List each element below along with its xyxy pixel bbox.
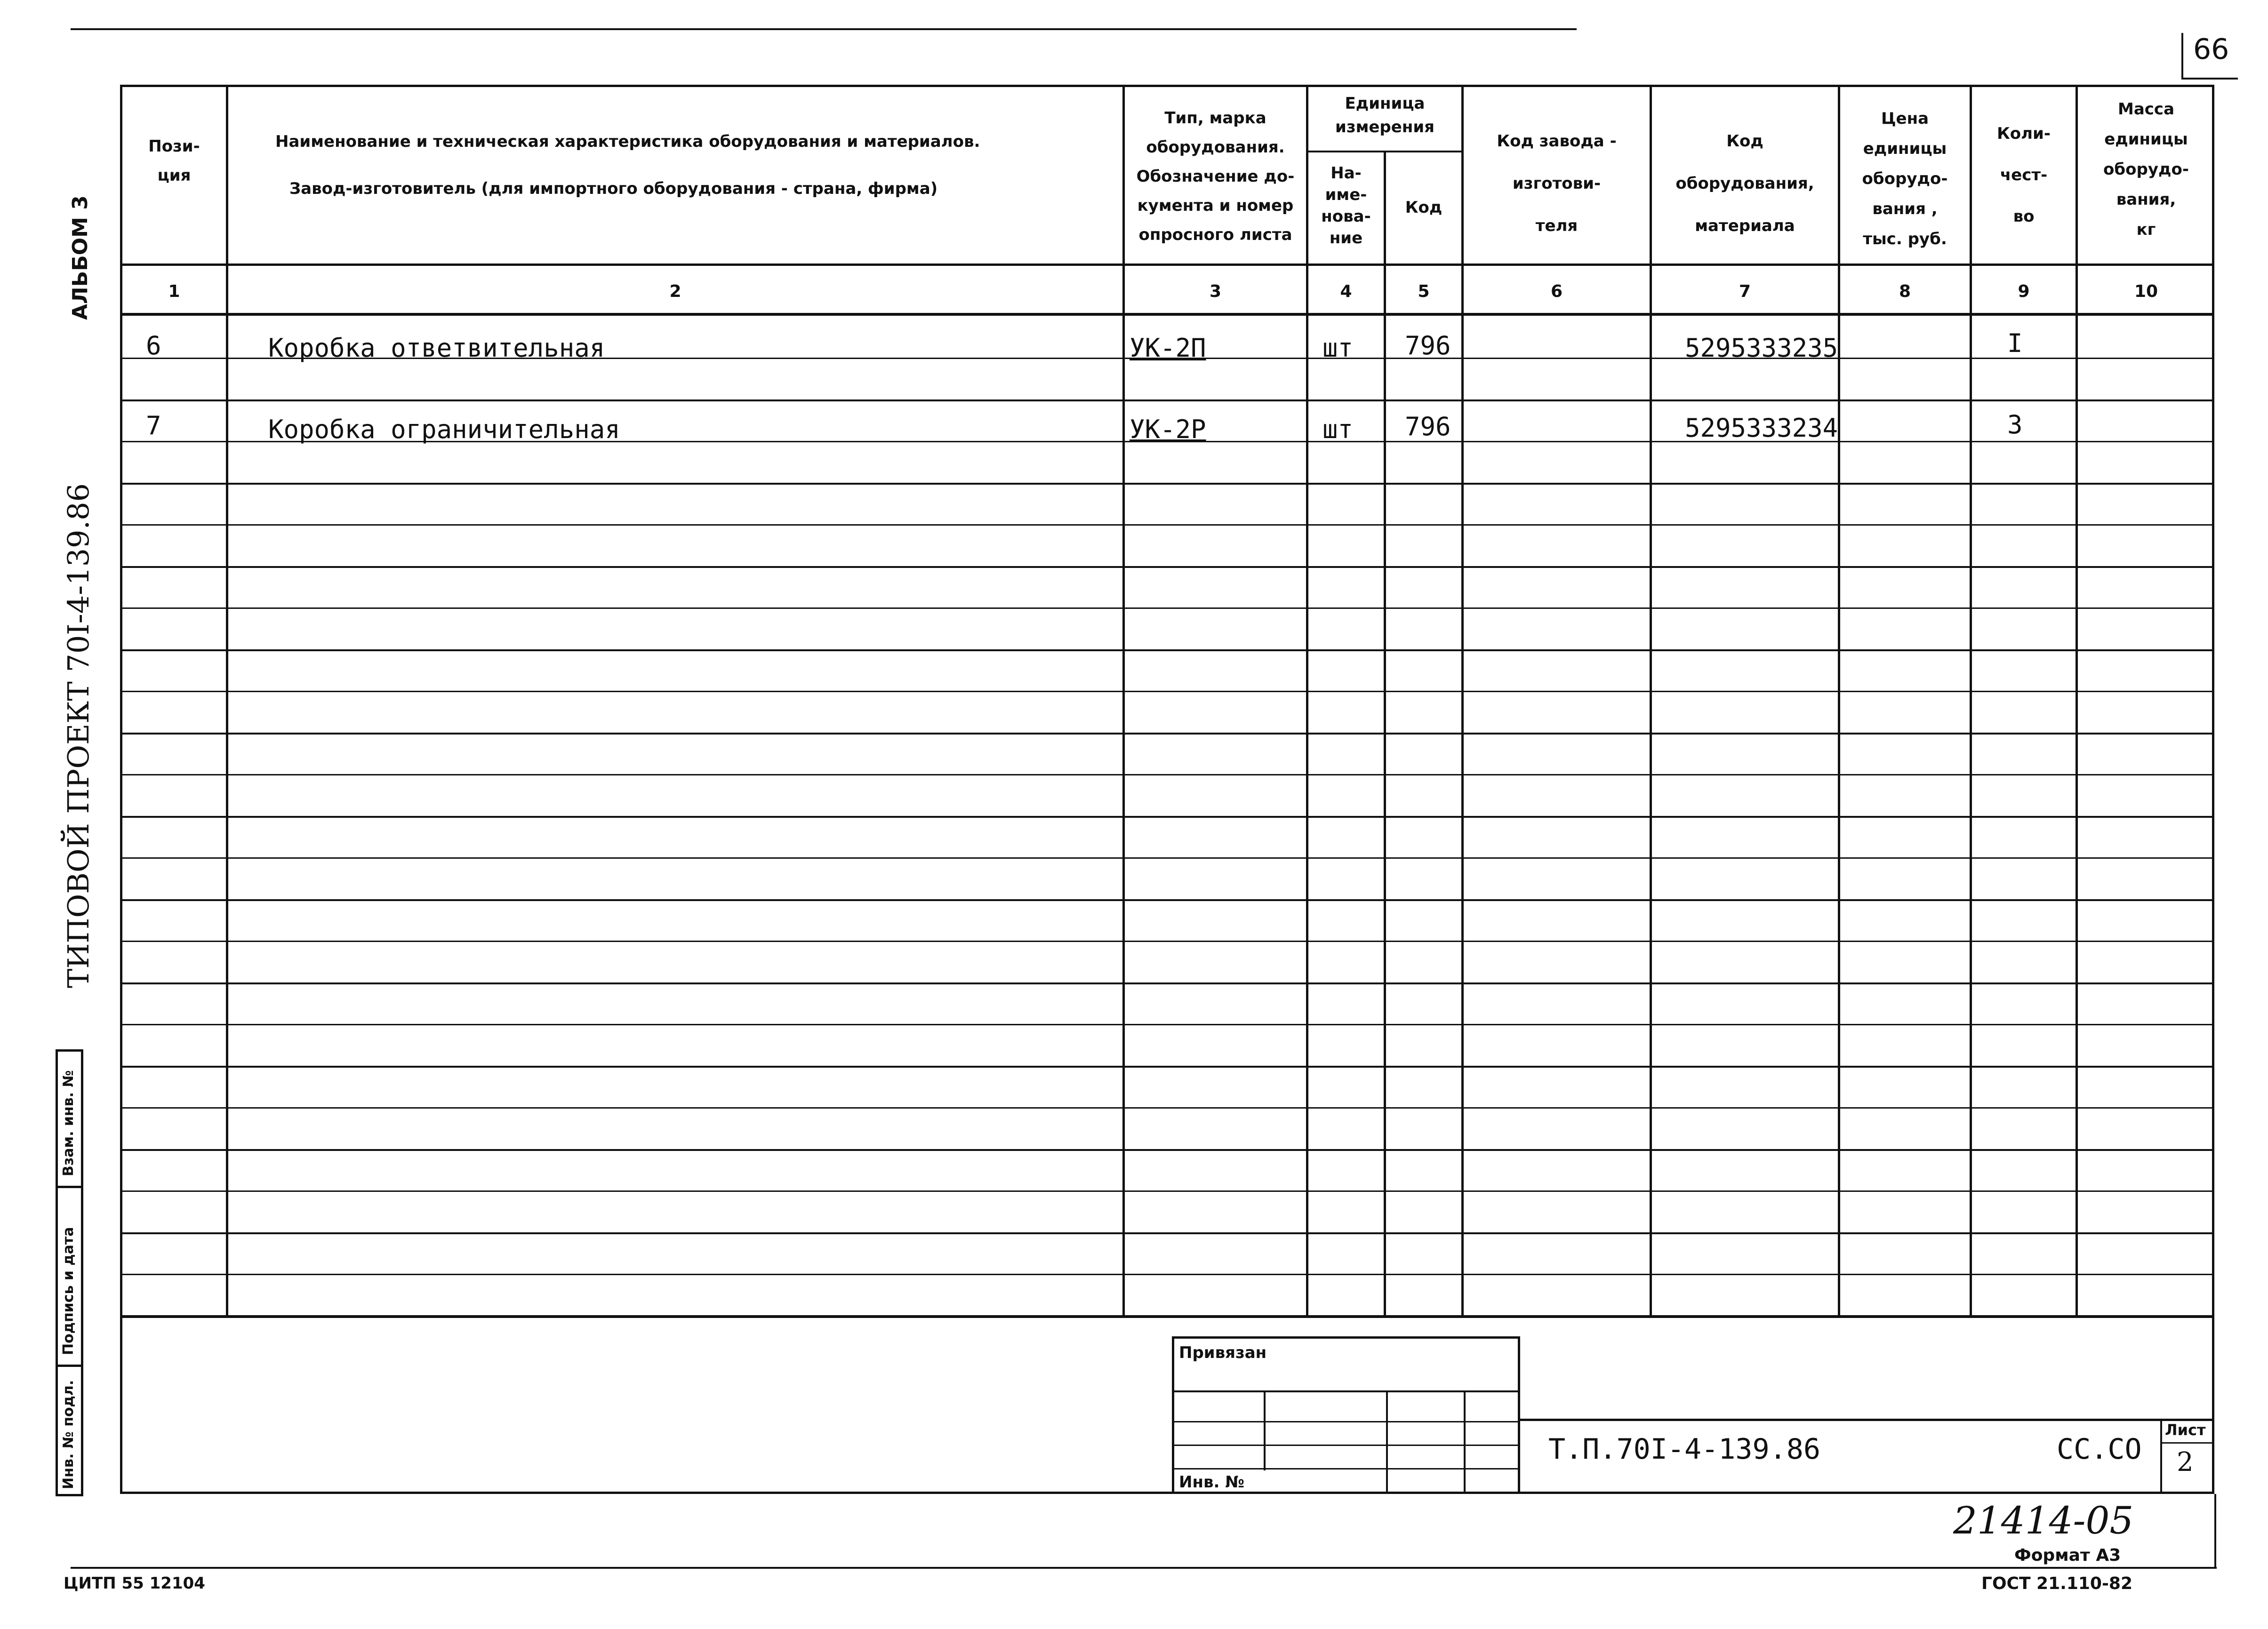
- table-row-line: [120, 774, 2214, 775]
- colnum-7: 7: [1739, 282, 1751, 301]
- stamp-sep-1: [56, 1049, 83, 1052]
- colnum-1: 1: [168, 282, 180, 301]
- colnum-8: 8: [1899, 282, 1911, 301]
- header-col8: Цена единицы оборудо- вания , тыс. руб.: [1862, 109, 1948, 248]
- stamp-sep-3: [56, 1365, 83, 1367]
- header-col6: Код завода - изготови- теля: [1497, 132, 1617, 235]
- stamp-col-right: [81, 1049, 83, 1496]
- row1-pos: 6: [146, 331, 161, 360]
- table-row-line: [120, 899, 2214, 901]
- colnum-10: 10: [2134, 282, 2158, 301]
- stamp-sep-4: [56, 1494, 83, 1496]
- top-rule: [71, 28, 1577, 30]
- vline-3: [1306, 85, 1308, 1318]
- row2-pos: 7: [146, 411, 161, 440]
- colnum-5: 5: [1418, 282, 1430, 301]
- colnum-6: 6: [1550, 282, 1563, 301]
- list-box-left: [2160, 1419, 2162, 1494]
- table-row-line: [120, 941, 2214, 942]
- vline-1: [226, 85, 228, 1318]
- tb-v1: [1264, 1390, 1266, 1470]
- header-col4: На- име- нова- ние: [1321, 164, 1371, 248]
- header-col2-line1: Наименование и техническая характеристика оборудования и материалов.: [275, 132, 980, 151]
- stamp-col-left: [56, 1049, 58, 1496]
- row2-unit: шт: [1322, 415, 1354, 444]
- table-row-line: [120, 566, 2214, 568]
- row1-unit-code: 796: [1405, 331, 1451, 360]
- tb-h4: [1172, 1468, 1520, 1469]
- bottom-right-tick: [2214, 1494, 2216, 1567]
- inv-no-label: Инв. №: [1179, 1473, 1245, 1492]
- vline-8: [1970, 85, 1972, 1318]
- vline-2: [1122, 85, 1125, 1318]
- row1-name: Коробка ответвительная: [268, 333, 605, 363]
- format-label: Формат А3: [2014, 1546, 2121, 1565]
- album-label: АЛЬБОМ 3: [68, 195, 92, 320]
- tb-h1: [1172, 1390, 1520, 1392]
- colnum-3: 3: [1209, 282, 1222, 301]
- table-row-line: [120, 1107, 2214, 1109]
- table-row-line: [120, 1232, 2214, 1234]
- row2-type: УК-2Р: [1130, 415, 1206, 444]
- project-title: ТИПОВОЙ ПРОЕКТ 70I-4-139.86: [61, 483, 96, 988]
- list-box-mid: [2160, 1442, 2214, 1444]
- table-row-line: [120, 733, 2214, 735]
- tb-main-top: [1520, 1419, 2214, 1421]
- table-row-line: [120, 857, 2214, 859]
- tb-v2: [1386, 1390, 1388, 1494]
- table-row-line: [120, 399, 2214, 401]
- table-row-line: [120, 816, 2214, 818]
- header-col1: Пози- ция: [148, 137, 200, 185]
- vline-7: [1838, 85, 1840, 1318]
- table-bottom: [120, 1315, 2214, 1318]
- bottom-rule: [71, 1567, 2217, 1569]
- sheet-code: СС.СО: [2057, 1433, 2142, 1466]
- designation: Т.П.70I-4-139.86: [1548, 1433, 1820, 1466]
- table-row-line: [120, 1066, 2214, 1068]
- colnum-9: 9: [2018, 282, 2030, 301]
- header-col3: Тип, марка оборудования. Обозначение до- кумента и номер опросного листа: [1136, 109, 1295, 244]
- vline-6: [1650, 85, 1652, 1318]
- row2-equip-code: 5295333234: [1685, 413, 1838, 443]
- list-number: 2: [2177, 1447, 2194, 1477]
- row1-qty: I: [2007, 328, 2023, 358]
- stamp-podpis: Подпись и дата: [60, 1227, 77, 1355]
- table-row-line: [120, 1149, 2214, 1151]
- table-row-line: [120, 524, 2214, 526]
- row2-unit-code: 796: [1405, 412, 1451, 441]
- header-col2-line2: Завод-изготовитель (для импортного оборудования - страна, фирма): [289, 179, 938, 198]
- header-bottom: [120, 264, 2214, 266]
- table-row-line: [120, 649, 2214, 651]
- handwritten-number: 21414-05: [1953, 1499, 2134, 1542]
- header-col7: Код оборудования, материала: [1675, 132, 1814, 235]
- table-row-line: [120, 1274, 2214, 1275]
- gost-label: ГОСТ 21.110-82: [1981, 1574, 2133, 1593]
- row1-unit: шт: [1322, 333, 1354, 363]
- page-number: 66: [2193, 33, 2229, 66]
- table-row-line: [120, 982, 2214, 984]
- header-col10: Масса единицы оборудо- вания, кг: [2103, 100, 2189, 239]
- page-number-box-left: [2181, 33, 2183, 78]
- row1-equip-code: 5295333235: [1685, 333, 1838, 363]
- page-number-box-bottom: [2181, 78, 2238, 80]
- tb-h3: [1172, 1445, 1520, 1446]
- privyazan-label: Привязан: [1179, 1343, 1267, 1362]
- row2-name: Коробка ограничительная: [268, 415, 620, 444]
- stamp-inv-podl: Инв. № подл.: [60, 1380, 77, 1489]
- vline-5: [1461, 85, 1464, 1318]
- footer-left: ЦИТП 55 12104: [64, 1574, 205, 1593]
- tb-h2: [1172, 1421, 1520, 1422]
- row2-qty: 3: [2007, 410, 2023, 439]
- stamp-vzam: Взам. инв. №: [60, 1070, 77, 1176]
- stamp-sep-2: [56, 1186, 83, 1188]
- table-row-line: [120, 1190, 2214, 1192]
- table-row-line: [120, 607, 2214, 609]
- unit-group-divider: [1306, 151, 1461, 152]
- header-unit-group: Единица измерения: [1335, 94, 1435, 136]
- row1-type: УК-2П: [1130, 333, 1206, 363]
- table-row-line: [120, 1024, 2214, 1025]
- header-col9: Коли- чест- во: [1997, 124, 2051, 226]
- tb-v3: [1464, 1390, 1466, 1494]
- colnum-2: 2: [669, 282, 681, 301]
- vline-9: [2076, 85, 2078, 1318]
- table-row-line: [120, 691, 2214, 692]
- colnum-bottom: [120, 313, 2214, 316]
- colnum-4: 4: [1340, 282, 1352, 301]
- header-col5: Код: [1405, 198, 1443, 217]
- table-row-line: [120, 483, 2214, 485]
- list-label: Лист: [2165, 1421, 2206, 1439]
